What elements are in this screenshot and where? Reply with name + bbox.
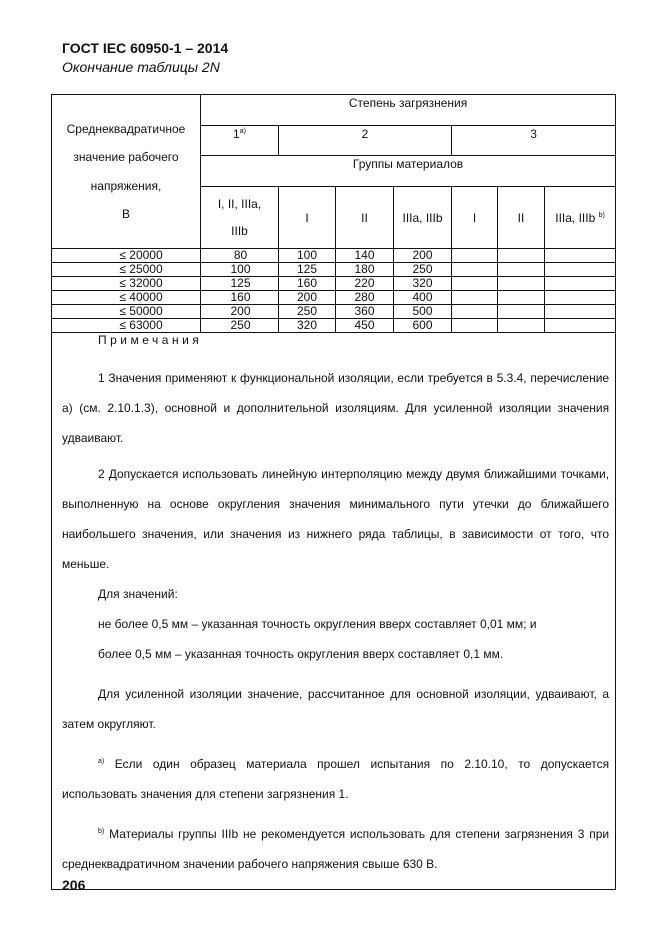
voltage-column-header [52,95,201,249]
pollution-degree-header: Степень загрязнения [201,95,616,126]
value-cell: 125 [279,263,336,277]
footnote-mark: b) [98,828,105,835]
group-header: I [279,187,336,249]
note-text: Если один образец материала прошел испытания по 2.10.10, то допускается использовать значения для степени загрязнения 1. [62,757,610,801]
value-cell: 320 [394,277,452,291]
value-cell [452,249,498,263]
value-cell: 220 [336,277,394,291]
note-paragraph [62,609,609,639]
degree-label: 2 [361,127,369,141]
value-cell [498,319,545,333]
stub-line: Среднеквадратичное [66,121,186,136]
note-text: не более 0,5 мм – указанная точность округления вверх составляет 0,01 мм; и [98,617,537,631]
degree-label: 1 [233,127,240,141]
value-cell: 160 [279,277,336,291]
table-row [52,249,616,263]
value-cell: 600 [394,319,452,333]
value-cell: 400 [394,291,452,305]
note-text: Материалы группы IIIb не рекомендуется использовать для степени загрязнения 3 при среднеквадратичном значении рабочего напряжения свыше 630 В. [62,827,610,871]
note-paragraph [62,459,609,579]
group-header: I [452,187,498,249]
table-row [52,263,616,277]
footnote-mark: a) [98,758,105,765]
degree-label: 3 [530,127,537,141]
degree-1-header [201,126,279,156]
clearance-table [51,94,616,890]
table-row [52,319,616,333]
table-row [52,277,616,291]
voltage-cell: ≤ 63000 [52,319,201,333]
group-label: IIIa, IIIb [555,210,596,225]
note-text: более 0,5 мм – указанная точность округления вверх составляет 0,1 мм. [98,647,504,661]
value-cell: 450 [336,319,394,333]
value-cell: 250 [394,263,452,277]
note-paragraph [62,363,609,453]
voltage-cell: ≤ 40000 [52,291,201,305]
value-cell: 100 [201,263,279,277]
note-text: Для значений: [98,587,178,601]
note-paragraph [62,679,609,739]
stub-line: значение рабочего [73,150,179,164]
value-cell [452,305,498,319]
degree-2-header [279,126,452,156]
value-cell [545,291,616,305]
value-cell [452,291,498,305]
value-cell [498,263,545,277]
value-cell [452,319,498,333]
note-text: Для усиленной изоляции значение, рассчитанное для основной изоляции, удваивают, а затем округляют. [62,687,610,731]
notes-title: Примечания [98,333,203,347]
value-cell [545,319,616,333]
value-cell: 320 [279,319,336,333]
group-header [201,187,279,249]
document-header-title: ГОСТ IEC 60950-1 – 2014 [62,40,229,56]
stub-line: В [121,207,130,221]
note-paragraph [62,639,609,669]
value-cell: 80 [201,249,279,263]
footnote-mark: a) [239,128,246,135]
value-cell [498,305,545,319]
voltage-cell: ≤ 50000 [52,305,201,319]
voltage-cell: ≤ 20000 [52,249,201,263]
note-text: 1 Значения применяют к функциональной изоляции, если требуется в 5.3.4, перечисление a) (см. 2.10.1.3), основной и дополнительной изоляциям. Для усиленной изоляции значения удваивают. [62,371,610,445]
value-cell: 180 [336,263,394,277]
value-cell: 250 [201,319,279,333]
value-cell: 200 [394,249,452,263]
value-cell: 140 [336,249,394,263]
voltage-cell: ≤ 32000 [52,277,201,291]
value-cell [545,249,616,263]
value-cell [545,305,616,319]
value-cell: 500 [394,305,452,319]
value-cell: 250 [279,305,336,319]
voltage-cell: ≤ 25000 [52,263,201,277]
value-cell: 100 [279,249,336,263]
table-row [52,305,616,319]
note-text: 2 Допускается использовать линейную интерполяцию между двумя ближайшими точками, выполненную на основе округления значения минимального пути утечки до ближайшего наибольшего значения, или значения из нижнего ряда таблицы, в зависимости от того, что меньше. [62,467,610,571]
group-line: IIIb [231,223,248,238]
group-header: IIIa, IIIb [394,187,452,249]
degree-3-header [452,126,616,156]
group-line: I, II, IIIa, [217,196,262,211]
value-cell: 280 [336,291,394,305]
value-cell [545,263,616,277]
value-cell: 200 [279,291,336,305]
value-cell [498,249,545,263]
value-cell [545,277,616,291]
notes-section [52,333,616,890]
footnote-a [62,747,609,809]
value-cell [452,263,498,277]
table-continuation-caption: Окончание таблицы 2N [62,59,220,75]
value-cell [498,291,545,305]
material-groups-header: Группы материалов [201,156,616,187]
footnote-b [62,817,609,879]
value-cell: 200 [201,305,279,319]
group-header: II [336,187,394,249]
value-cell [452,277,498,291]
footnote-mark: b) [598,211,605,219]
group-header: II [498,187,545,249]
page-number: 206 [62,877,86,893]
value-cell: 160 [201,291,279,305]
value-cell: 360 [336,305,394,319]
note-paragraph [62,579,609,609]
group-header [545,187,616,249]
value-cell: 125 [201,277,279,291]
table-row [52,291,616,305]
stub-line: напряжения, [90,178,162,193]
value-cell [498,277,545,291]
